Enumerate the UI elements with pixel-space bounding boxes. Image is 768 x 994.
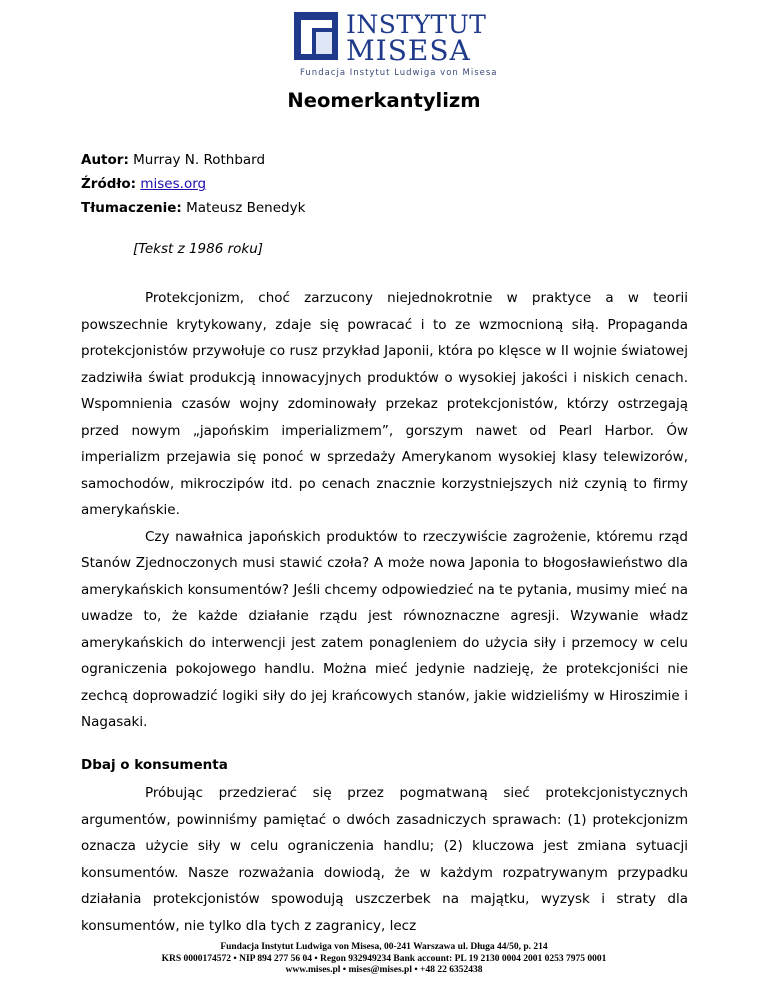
author-name: Murray N. Rothbard (133, 152, 266, 168)
source-link[interactable]: mises.org (140, 176, 207, 192)
logo-word-instytut: INSTYTUT (346, 10, 487, 39)
translation-label: Tłumaczenie: (81, 200, 182, 216)
institute-logo (292, 10, 498, 82)
paragraph: Czy nawałnica japońskich produktów to rzeczywiście zagrożenie, któremu rząd Stanów Zjednoczonych musi stawić czoła? A może nowa Japonia to błogosławieństwo dla amerykańskich konsumentów? Jeśli chcemy odpowiedzieć na te pytania, musimy mieć na uwadze to, że każde działanie rządu jest równoznaczne agresji. Wzywanie władz amerykańskich do interwencji jest zatem ponagleniem do użycia siły i przemocy w celu ograniczenia pokojowego handlu. Można mieć jedynie nadzieję, że protekcjoniści nie zechcą doprowadzić logiki siły do jej krańcowych stanów, jakie widzieliśmy w Hiroszimie i Nagasaki. (81, 528, 688, 730)
section-heading: Dbaj o konsumenta (81, 757, 228, 773)
body-text (81, 285, 688, 736)
page-footer (0, 942, 768, 977)
source-label: Źródło: (81, 176, 137, 192)
footer-contact: www.mises.pl • mises@mises.pl • +48 22 6352438 (285, 965, 483, 975)
section-body (81, 780, 688, 939)
page-title: Neomerkantylizm (287, 89, 481, 112)
author-line (81, 152, 265, 168)
date-note: [Tekst z 1986 roku] (133, 241, 264, 257)
footer-address: Fundacja Instytut Ludwiga von Misesa, 00-241 Warszawa ul. Długa 44/50, p. 214 (220, 942, 548, 952)
paragraph: Protekcjonizm, choć zarzucony niejednokrotnie w praktyce a w teorii powszechnie krytykowany, zdaje się powracać i to ze wzmocnioną siłą. Propaganda protekcjonistów przywołuje co rusz przykład Japonii, która po klęsce w II wojnie światowej zadziwiła świat produkcją innowacyjnych produktów o wysokiej jakości i niskich cenach. Wspomnienia czasów wojny zdominowały przekaz protekcjonistów, którzy ostrzegają przed nowym „japońskim imperializmem”, gorszym nawet od Pearl Harbor. Ów imperializm przejawia się ponoć w sprzedaży Amerykanom wysokiej klasy telewizorów, samochodów, mikroczipów itd. po cenach znacznie korzystniejszych niż czynią to firmy amerykańskie. (81, 290, 688, 518)
paragraph: Próbując przedzierać się przez pogmatwaną sieć protekcjonistycznych argumentów, powinniśmy pamiętać o dwóch zasadniczych sprawach: (1) protekcjonizm oznacza użycie siły w celu ograniczenia handlu; (2) kluczowa jest zmiana sytuacji konsumentów. Nasze rozważania dowiodą, że w każdym rozpatrywanym przypadku działania protekcjonistów spowodują uszczerbek na majątku, wyzysk i straty dla konsumentów, nie tylko dla tych z zagranicy, lecz (81, 785, 688, 934)
source-line (81, 176, 206, 192)
translator-name: Mateusz Benedyk (186, 200, 306, 216)
logo-tagline: Fundacja Instytut Ludwiga von Misesa (300, 68, 498, 78)
logo-mark-icon (292, 10, 340, 62)
logo-word-misesa: MISESA (346, 34, 471, 67)
translation-line (81, 200, 305, 216)
footer-registry: KRS 0000174572 • NIP 894 277 56 04 • Regon 932949234 Bank account: PL 19 2130 0004 2001 0253 7975 0001 (161, 953, 607, 964)
author-label: Autor: (81, 152, 129, 168)
